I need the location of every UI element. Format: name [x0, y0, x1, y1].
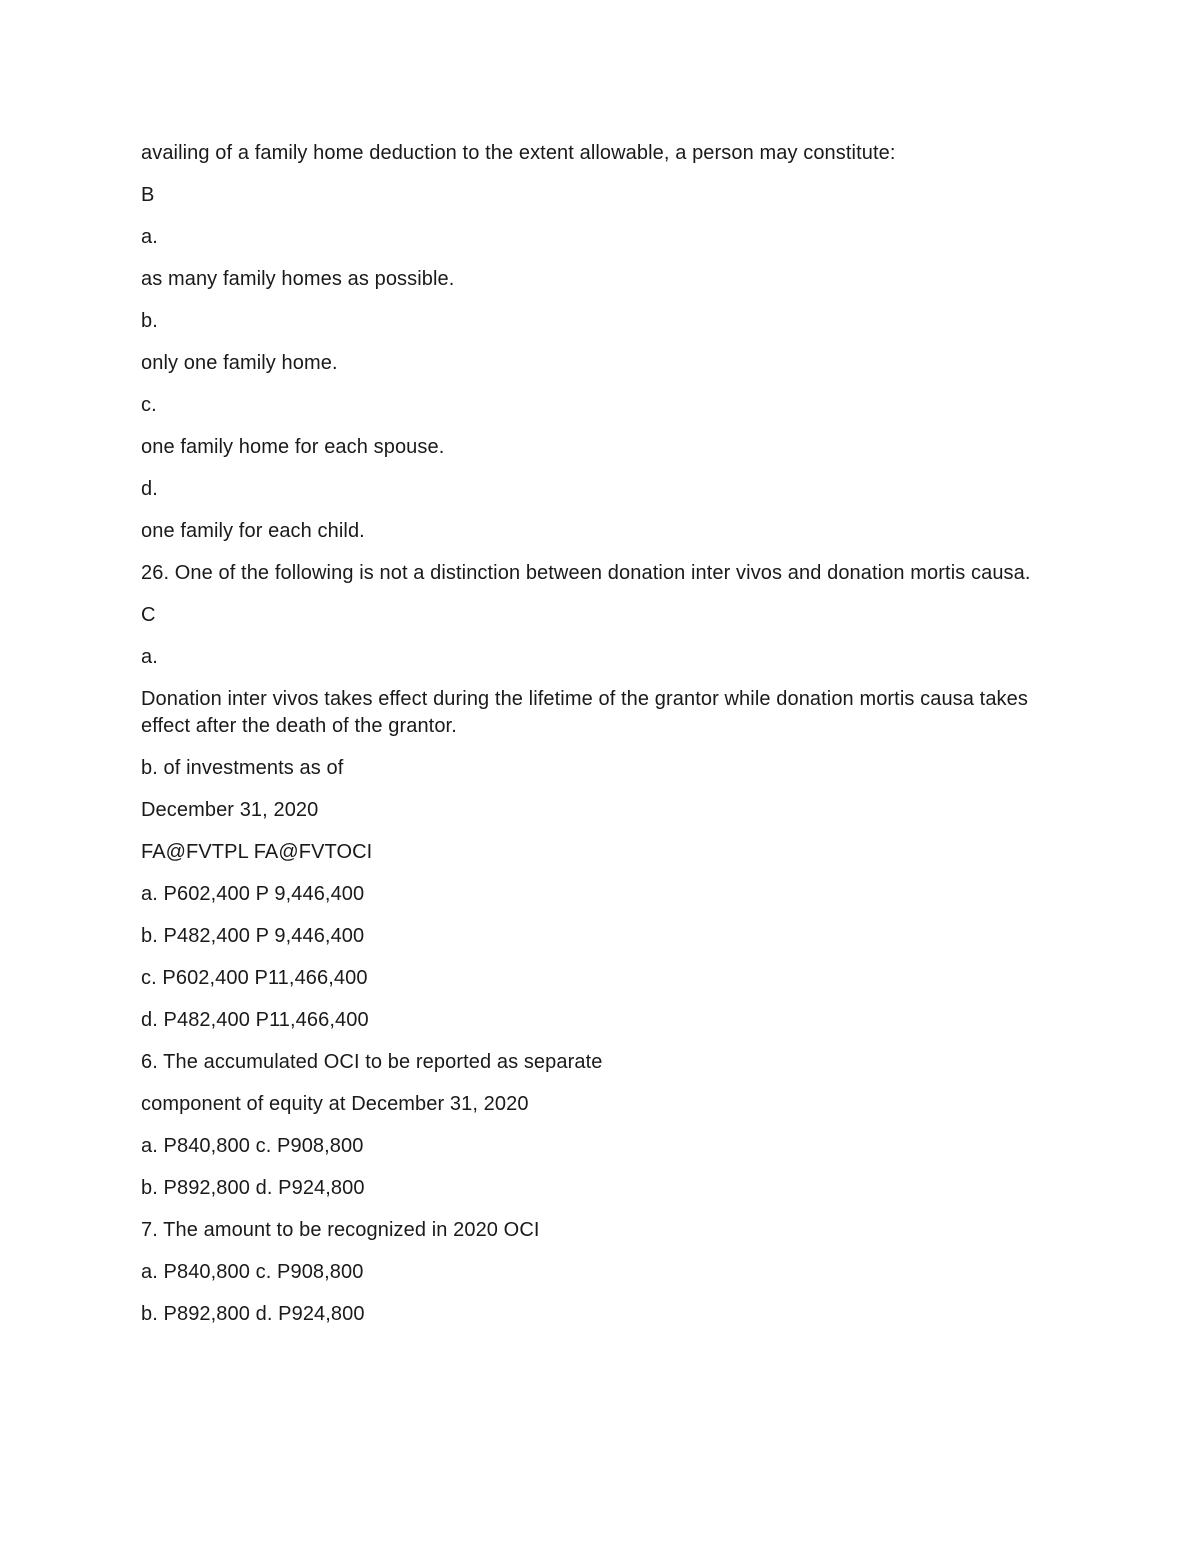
column-headers: FA@FVTPL FA@FVTOCI	[141, 841, 373, 863]
text-line: b. of investments as of	[141, 757, 344, 779]
option-line: c. P602,400 P11,466,400	[141, 967, 368, 989]
option-text: only one family home.	[141, 352, 338, 374]
option-line: d. P482,400 P11,466,400	[141, 1009, 369, 1031]
question-6: 6. The accumulated OCI to be reported as separate	[141, 1051, 603, 1073]
option-text: Donation inter vivos takes effect during the lifetime of the grantor while donation mortis causa takes effect after the death of the grantor.	[141, 688, 1028, 737]
option-letter: a.	[141, 226, 158, 248]
question-7: 7. The amount to be recognized in 2020 OCI	[141, 1219, 540, 1241]
option-line: b. P892,800 d. P924,800	[141, 1177, 365, 1199]
option-line: a. P840,800 c. P908,800	[141, 1261, 364, 1283]
option-text: one family home for each spouse.	[141, 436, 445, 458]
option-text: as many family homes as possible.	[141, 268, 455, 290]
text-line: December 31, 2020	[141, 799, 319, 821]
option-letter: c.	[141, 394, 157, 416]
text-line: component of equity at December 31, 2020	[141, 1093, 529, 1115]
question-stem-family-home: availing of a family home deduction to the extent allowable, a person may constitute:	[141, 142, 896, 164]
answer-key: B	[141, 184, 155, 206]
option-line: b. P482,400 P 9,446,400	[141, 925, 365, 947]
option-letter: d.	[141, 478, 158, 500]
option-line: a. P602,400 P 9,446,400	[141, 883, 365, 905]
answer-key: C	[141, 604, 156, 626]
option-letter: b.	[141, 310, 158, 332]
option-text: one family for each child.	[141, 520, 365, 542]
question-26: 26. One of the following is not a distinction between donation inter vivos and donation mortis causa.	[141, 562, 1031, 584]
option-line: b. P892,800 d. P924,800	[141, 1303, 365, 1325]
document-page	[141, 140, 1041, 1343]
option-letter: a.	[141, 646, 158, 668]
option-line: a. P840,800 c. P908,800	[141, 1135, 364, 1157]
